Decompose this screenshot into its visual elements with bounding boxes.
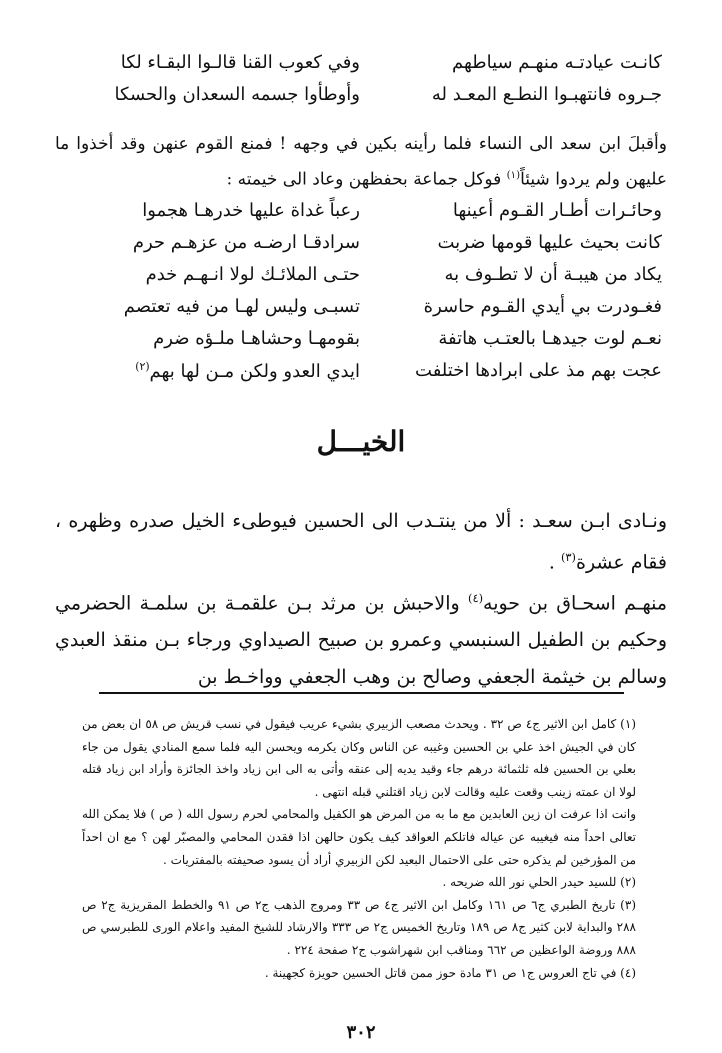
footnote-ref-4: (٤) <box>467 591 484 605</box>
paragraph-text: منهـم اسحـاق بن حويه <box>483 592 667 615</box>
verse-first-hemistich: كانـت عيادتـه منهـم سياطهم <box>451 52 662 73</box>
verse-second-hemistich: تسبـى وليس لهـا من فيه تعتصم <box>123 296 360 317</box>
verse-second-hemistich: وفي كعوب القنا قالـوا البقـاء لكا <box>120 52 360 73</box>
paragraph-text: ونـادى ابـن سعـد : ألا من ينتـدب الى الحسين فيوطىء الخيل صدره وظهره ، فقام عشرة <box>55 510 667 574</box>
footnote: (٤) في تاج العروس ج١ ص ٣١ مادة حوز ممن قاتل الحسين حويزة كجهينة . <box>264 965 636 980</box>
paragraph-horses <box>55 503 667 580</box>
verse <box>40 296 682 328</box>
verse-second-hemistich: وأوطأوا جسمه السعدان والحسكا <box>114 84 360 105</box>
footnote-ref-1: (١) <box>506 170 521 181</box>
paragraph-text: والاحبش بن مرثد بـن علقمـة بن سلمـة الحضرمي وحكيم بن الطفيل السنبسي وعمرو بن صبيح الصيداوي ورجاء بـن منقذ العبدي وسالم بن خيثمة الجعفي وصالح بن وهب الجعفي وواخـط بن <box>55 592 667 689</box>
verse-second-hemistich: رعباً غداة عليها خدرهـا هجموا <box>142 200 360 221</box>
page-number: ٣٠٢ <box>346 1022 376 1043</box>
verse-first-hemistich: نعـم لوت جيدهـا بالعتـب هاتفة <box>438 328 662 349</box>
paragraph-text-line: فوكل جماعة بحفظهن وعاد الى خيمته : <box>226 169 507 190</box>
paragraph-women <box>55 128 667 196</box>
paragraph-text-line: وأقبلَ ابن سعد الى النساء فلما رأينه بكين في وجهه ! فمنع القوم عنهن وقد <box>120 134 667 154</box>
footnote-ref-2: (٢) <box>135 360 150 373</box>
footnote: (٢) للسيد حيدر الحلي نور الله ضريحه . <box>442 875 636 890</box>
paragraph-women-text <box>55 128 667 196</box>
paragraph-horses-text <box>55 503 667 580</box>
verse-first-hemistich: جـروه فانتهبـوا النطـع المعـد له <box>431 84 662 105</box>
verse-first-hemistich: فغـودرت بي أيدي القـوم حاسرة <box>423 296 662 317</box>
verse-text: ايدي العدو ولكن مـن لها بهم <box>149 361 360 382</box>
verse-first-hemistich: يكاد من هيبـة أن لا تطـوف به <box>444 264 662 285</box>
verse-second-hemistich: حتـى الملائـك لولا انـهـم خدم <box>145 264 360 285</box>
footnote: وانت اذا عرفت ان زين العابدين مع ما به من المرض هو الكفيل والمحامي لحرم رسول الله ( ص ) فلا يمكن الله تعالى احداً منه فيغيبه عن عياله فاتلكم العواقد كيف يكون حالهن اذا فقدن المحامي والمصبّر لهن ؟ مع ان احداً من المؤرخين لم يذكره حتى على الاحتمال البعيد لكن الزبيري أراد أن يسود صحيفته بالمفتريات . <box>82 807 636 867</box>
footnotes <box>82 713 636 984</box>
poem-top <box>40 52 682 116</box>
verse <box>40 52 682 84</box>
verse-first-hemistich: عجت بهم مذ على ابرادها اختلفت <box>415 360 662 381</box>
footnote-ref-3: (٣) <box>560 550 576 564</box>
verse <box>40 360 682 392</box>
verse-second-hemistich: سرادقـا ارضـه من عزهـم حرم <box>132 232 360 253</box>
paragraph-text-line: أخذوا ما عليهن ولم يردوا شيئاً <box>55 134 667 190</box>
verse <box>40 232 682 264</box>
footnote-divider <box>99 692 624 694</box>
paragraph-text: . <box>548 551 561 574</box>
verse <box>40 264 682 296</box>
verse-second-hemistich: بقومهـا وحشاهـا ملـؤه ضرم <box>153 328 360 349</box>
poem-middle <box>40 200 682 392</box>
footnote: (١) كامل ابن الاثير ج٤ ص ٣٢ . ويحدث مصعب الزبيري بشيء عريب فيقول في نسب قريش ص ٥٨ ان بعض من كان في الجيش اخذ علي بن الحسين وغيبه عن الناس وكان يكرمه ويحسن اليه فلما سمع المنادي يقول من جاء بعلي بن الحسين فله ثلثمائة درهم جاء وقيد يديه إلى عنقه وأتى به الى ابن زياد واخذ الجائزة وأراد ابن زياد قتله لولا ان عمته زينب وقعت عليه وقالت لابن زياد اقتلني قبله انتهى . <box>82 717 636 799</box>
paragraph-names <box>55 580 667 696</box>
verse <box>40 200 682 232</box>
verse <box>40 84 682 116</box>
verse-first-hemistich: وحائـرات أطـار القـوم أعينها <box>452 200 662 221</box>
footnote: (٣) تاريخ الطبري ج٦ ص ١٦١ وكامل ابن الاثير ج٤ ص ٣٣ ومروج الذهب ج٢ ص ٩١ والخطط المقريزية ج٢ ص ٢٨٨ والبداية لابن كثير ج٨ ص ١٨٩ وتاريخ الخميس ج٢ ص ٣٣٣ والارشاد للشيخ المفيد واعلام الورى للطبرسي ص ٨٨٨ وروضة الواعظين ص ٦٦٢ ومناقب ابن شهراشوب ج٢ صفحة ٢٢٤ . <box>82 897 636 957</box>
section-heading: الخيـــل <box>316 425 406 458</box>
verse-second-hemistich <box>60 360 360 382</box>
verse-first-hemistich: كانت بحيث عليها قومها ضربت <box>437 232 662 253</box>
paragraph-names-text <box>55 580 667 696</box>
verse <box>40 328 682 360</box>
